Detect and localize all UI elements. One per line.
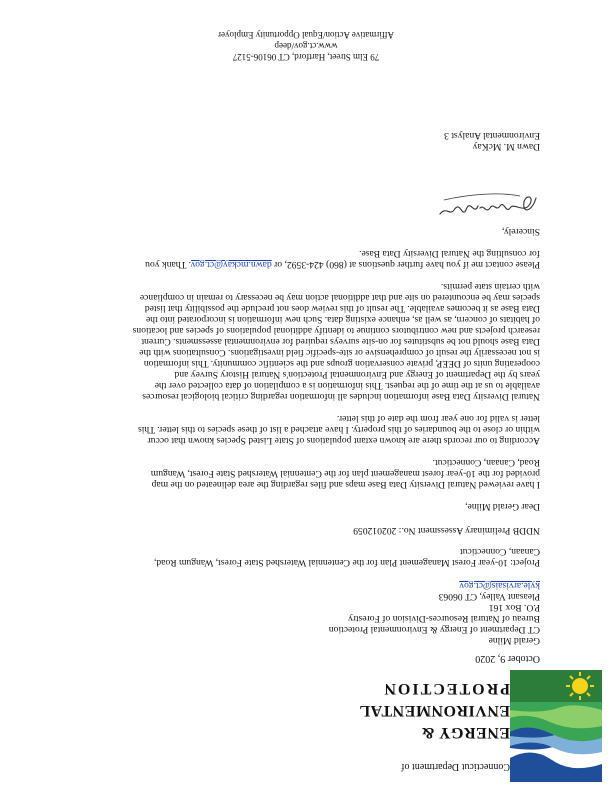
paragraph-3-line: species may be encountered on site and that additional action may be necessary to remain in compliance — [139, 292, 540, 303]
paragraph-3-line: Data Base should not be substitutes for on-site surveys required for environmental assessments. Current — [141, 336, 540, 347]
handwritten-signature-icon — [430, 186, 540, 226]
paragraph-1-line: provided for the 10-year forest management plan for the Centennial Watershed State Forest, Wangum — [150, 468, 540, 479]
thank-you-text: . Thank you — [145, 259, 192, 270]
recipient-name: Gerald Milne — [488, 635, 540, 646]
letterhead-name-line1: ENERGY & — [420, 724, 510, 741]
paragraph-2-line: According to our records there are known extant populations of State Listed Species known that occur — [147, 435, 540, 446]
paragraph-1-line: I have reviewed Natural Diversity Data Base maps and files regarding the area delineated on the map — [151, 479, 540, 490]
paragraph-3-line: Natural Diversity Data Base information includes all information regarding critical biological resources — [142, 391, 540, 402]
footer-address: 79 Elm Street, Hartford, CT 06106-5127 — [232, 52, 380, 62]
deep-logo-icon — [510, 670, 602, 782]
nddb-assessment-number: NDDB Preliminary Assessment No.: 202012059 — [353, 525, 540, 536]
letter-date: October 9, 2020 — [475, 653, 540, 664]
paragraph-3-line: research projects and new contributors continue to identify additional populations of species and locations — [132, 325, 540, 336]
paragraph-3-line: cooperating units of DEEP, private conservation groups and the scientific community. This information — [143, 358, 540, 369]
project-line-1: Project: 10-year Forest Management Plan for the Centennial Watershed State Forest, Wangum Road, — [153, 557, 540, 568]
paragraph-3-line: with certain state permits. — [440, 281, 540, 292]
paragraph-2-line: letter is valid for one year from the date of this letter. — [337, 413, 540, 424]
paragraph-3-line: Data Base as it becomes available. The result of this review does not preclude the possibility that listed — [144, 303, 540, 314]
signer-name: Dawn M. McKay — [472, 141, 540, 152]
salutation: Dear Gerald Milne, — [465, 501, 540, 512]
footer-eoe: Affirmative Action/Equal Opportunity Employer — [217, 30, 395, 40]
signer-title: Environmental Analyst 3 — [444, 130, 540, 141]
paragraph-4-line-1 — [145, 259, 540, 270]
letterhead-department: Connecticut Department of — [401, 761, 510, 772]
closing: Sincerely, — [501, 226, 540, 237]
paragraph-3-line: is not necessarily the result of comprehensive or site-specific field investigations. Consultations with the — [139, 347, 540, 358]
recipient-email-link[interactable]: kyle.arvisais@ct.gov — [459, 580, 540, 591]
paragraph-3-line: available to us at the time of the request. This information is a compilation of data collected over the — [154, 380, 540, 391]
paragraph-3-line: years by the Department of Energy and Environmental Protection's Natural History Survey and — [174, 369, 540, 380]
footer-website: www.ct.gov/deep — [274, 41, 338, 51]
recipient-po-box: P.O. Box 161 — [488, 602, 540, 613]
recipient-city: Pleasant Valley, CT 06063 — [438, 591, 540, 602]
paragraph-2-line: within or close to the boundaries of this property. I have attached a list of these species to this letter. This — [137, 424, 540, 435]
recipient-bureau: Bureau of Natural Resources-Division of Forestry — [347, 613, 540, 624]
paragraph-1-line: Road, Canaan, Connecticut. — [432, 457, 540, 468]
paragraph-3-line: of habitats of concern, as well as, enhance existing data. Such new information is incorporated into the — [145, 314, 540, 325]
contact-text: Please contact me if you have further questions at (860) 424-3592, or — [271, 259, 540, 270]
paragraph-4-line-2: for consulting the Natural Diversity Data Base. — [359, 248, 540, 259]
letterhead-name-line2: ENVIRONMENTAL — [358, 702, 510, 719]
recipient-org: CT Department of Energy & Environmental Protection — [328, 624, 540, 635]
letterhead-name-line3: PROTECTION — [382, 680, 510, 697]
contact-email-link[interactable]: dawn.mckay@ct.gov — [191, 259, 272, 270]
project-line-2: Canaan, Connecticut — [460, 546, 540, 557]
